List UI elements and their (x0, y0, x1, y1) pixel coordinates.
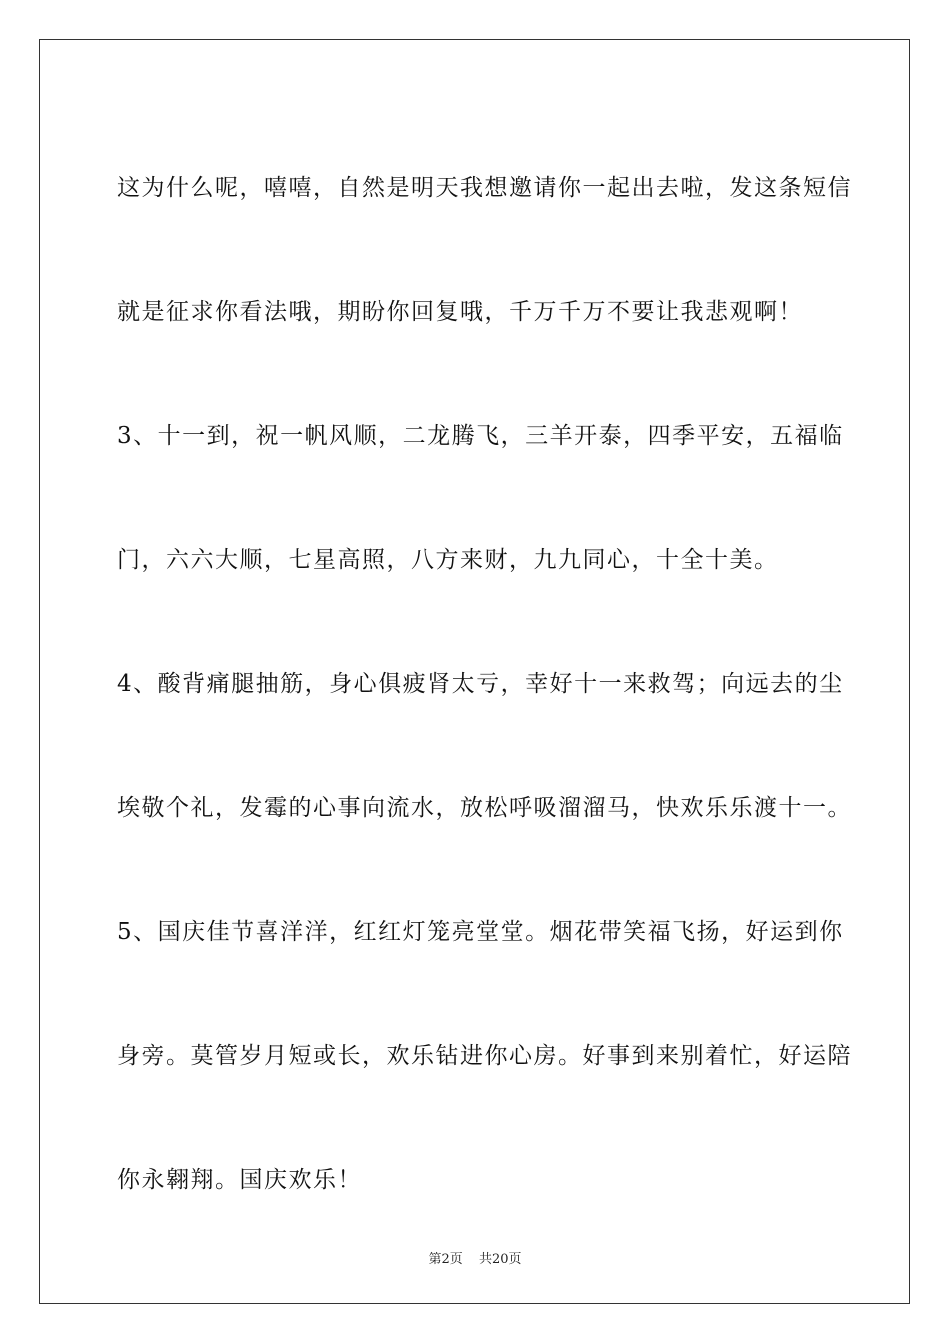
text-line-7: 5、国庆佳节喜洋洋，红红灯笼亮堂堂。烟花带笑福飞扬，好运到你 (117, 919, 844, 945)
page-number: 第2页 (428, 1252, 463, 1267)
document-body (117, 126, 852, 1242)
text-line-4: 门，六六大顺，七星高照，八方来财，九九同心，十全十美。 (117, 547, 779, 573)
text-line-9: 你永翱翔。国庆欢乐！ (117, 1167, 362, 1193)
text-line-2: 就是征求你看法哦，期盼你回复哦，千万千万不要让我悲观啊！ (117, 299, 803, 325)
text-line-5: 4、酸背痛腿抽筋，身心俱疲肾太亏，幸好十一来救驾；向远去的尘 (117, 671, 844, 697)
text-line-6: 埃敬个礼，发霉的心事向流水，放松呼吸溜溜马，快欢乐乐渡十一。 (117, 795, 852, 821)
page-total: 共20页 (478, 1252, 522, 1267)
text-line-3: 3、十一到，祝一帆风顺，二龙腾飞，三羊开泰，四季平安，五福临 (117, 423, 844, 449)
page-footer (0, 1248, 950, 1267)
text-line-8: 身旁。莫管岁月短或长，欢乐钻进你心房。好事到来别着忙，好运陪 (117, 1043, 852, 1069)
text-line-1: 这为什么呢，嘻嘻，自然是明天我想邀请你一起出去啦，发这条短信 (117, 175, 852, 201)
